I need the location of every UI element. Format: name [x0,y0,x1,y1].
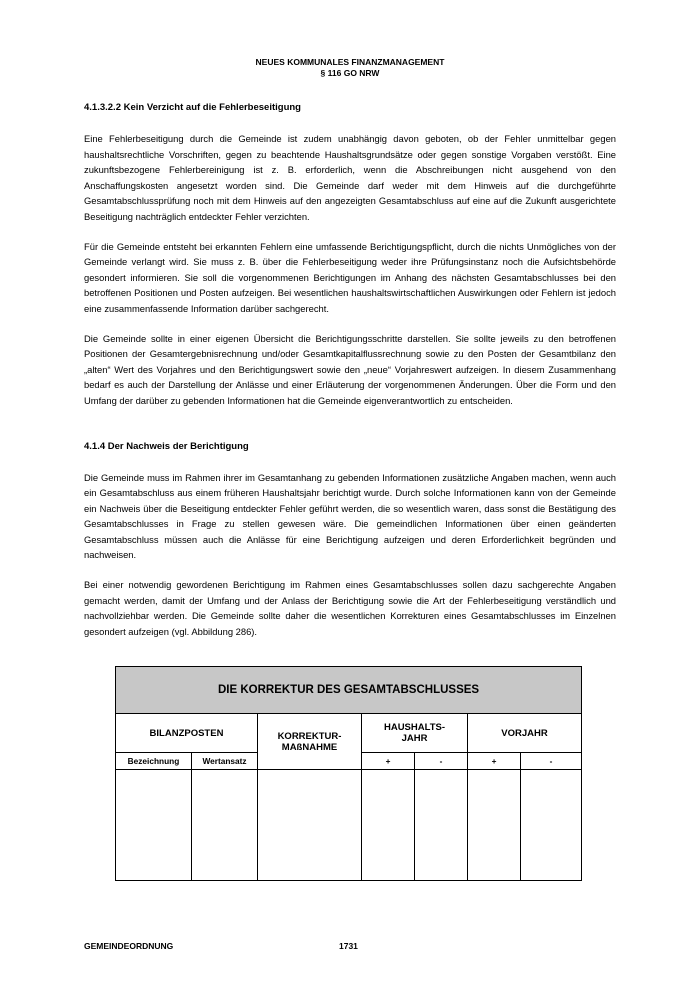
table-title: DIE KORREKTUR DES GESAMTABSCHLUSSES [116,667,582,714]
table-cell-empty [192,770,258,881]
subheader-vorjahr-minus: - [521,753,582,770]
section-heading-nachweis: 4.1.4 Der Nachweis der Berichtigung [84,440,249,452]
subheader-haushaltsjahr-minus: - [415,753,468,770]
header-vorjahr: VORJAHR [468,714,582,753]
korrektur-table [115,666,582,881]
table-cell-empty [116,770,192,881]
table-cell-empty [362,770,415,881]
subheader-bezeichnung: Bezeichnung [116,753,192,770]
section-heading-fehlerbeseitigung: 4.1.3.2.2 Kein Verzicht auf die Fehlerbeseitigung [84,102,301,113]
haushaltsjahr-label-line1: HAUSHALTS- [383,722,446,733]
page-header [0,57,700,79]
table-cell-empty [521,770,582,881]
subheader-wertansatz: Wertansatz [192,753,258,770]
table-cell-empty [415,770,468,881]
header-korrekturmassnahme [258,714,362,770]
paragraph: Für die Gemeinde entsteht bei erkannten Fehlern eine umfassende Berichtigungspflicht, durch die nichts Unmögliches von der Gemeinde verlangt wird. Sie muss z. B. über die Fehlerbeseitigung weder ihre Prüfungsinstanz noch die Aufsichtsbehörde gesondert informieren. Sie soll die vorgenommenen Berichtigungen im Anhang des nächsten Gesamtabschlusses bei den betroffenen Positionen und Posten aufzeigen. Bei wesentlichen haushaltswirtschaftlichen Auswirkungen oder Fehlern ist jedoch eine zusammenfassende Information darüber sachgerecht. [84,240,616,314]
header-subtitle: § 116 GO NRW [320,68,380,78]
korrektur-label-line2: MAßNAHME [281,741,338,753]
paragraph: Die Gemeinde muss im Rahmen ihrer im Gesamtanhang zu gebenden Informationen zusätzliche Angaben machen, wenn auch ein Gesamtabschluss aus einem früheren Haushaltsjahr berichtigt wurde. Durch solche Informationen kann von der Gemeinde ein Nachweis über die Beseitigung entdeckter Fehler geführt werden, die so wesentlich waren, dass sonst die Bestätigung des Gesamtabschlusses in Frage zu stellen gewesen wäre. Die gemeindlichen Informationen über einen geänderten Gesamtabschluss müssen auch die Anlässe für eine Berichtigung aufzeigen und deren Erforderlichkeit begründen und nachweisen. [84,471,616,561]
table-cell-empty [468,770,521,881]
page-number: 1731 [339,941,358,951]
table-cell-empty [258,770,362,881]
paragraph: Eine Fehlerbeseitigung durch die Gemeinde ist zudem unabhängig davon geboten, ob der Fehler unmittelbar gegen haushaltsrechtliche Vorschriften, gegen zu beachtende Haushaltsgrundsätze oder gegen sonstige Vorgaben verstößt. Eine zukunftsbezogene Fehlerbereinigung ist z. B. erforderlich, wenn die Abschreibungen nicht ausgehend von den Anschaffungskosten angesetzt worden sind. Die Gemeinde darf weder mit dem Hinweis auf die durchgeführte Gesamtabschlussprüfung noch mit dem Hinweis auf den angezeigten Gesamtabschluss auf eine auf die Zukunft ausgerichtete Beseitigung nachträglich entdeckter Fehler verzichten. [84,133,616,222]
header-bilanzposten: BILANZPOSTEN [116,714,258,753]
paragraph: Bei einer notwendig gewordenen Berichtigung im Rahmen eines Gesamtabschlusses sollen dazu sachgerechte Angaben gemacht werden, damit der Umfang und der Anlass der Berichtigung sowie die Art der Fehlerbeseitigung verständlich und nachvollziehbar werden. Die Gemeinde sollte daher die wesentlichen Korrekturen eines Gesamtabschlusses im Einzelnen gesondert aufzeigen (vgl. Abbildung 286). [84,579,616,637]
footer-label: GEMEINDEORDNUNG [84,941,174,951]
haushaltsjahr-label-line2: JAHR [401,733,428,744]
korrektur-label-line1: KORREKTUR- [277,730,342,742]
header-title: NEUES KOMMUNALES FINANZMANAGEMENT [255,57,445,67]
subheader-vorjahr-plus: + [468,753,521,770]
subheader-haushaltsjahr-plus: + [362,753,415,770]
header-haushaltsjahr [362,714,468,753]
document-body [84,102,616,639]
paragraph: Die Gemeinde sollte in einer eigenen Übersicht die Berichtigungsschritte darstellen. Sie sollte jeweils zu den betroffenen Positionen der Gesamtergebnisrechnung und/oder Gesamtkapitalflussrechnung sowie zu den Posten der Gesamtbilanz den „alten“ Wert des Vorjahres und den Berichtigungswert sowie den „neue“ Vorjahreswert aufzeigen. In diesem Zusammenhang bedarf es auch der Darstellung der Anlässe und einer Erläuterung der vorgenommenen Änderungen. Über die Form und den Umfang der darüber zu gebenden Informationen hat die Gemeinde eigenverantwortlich zu entscheiden. [84,332,616,406]
